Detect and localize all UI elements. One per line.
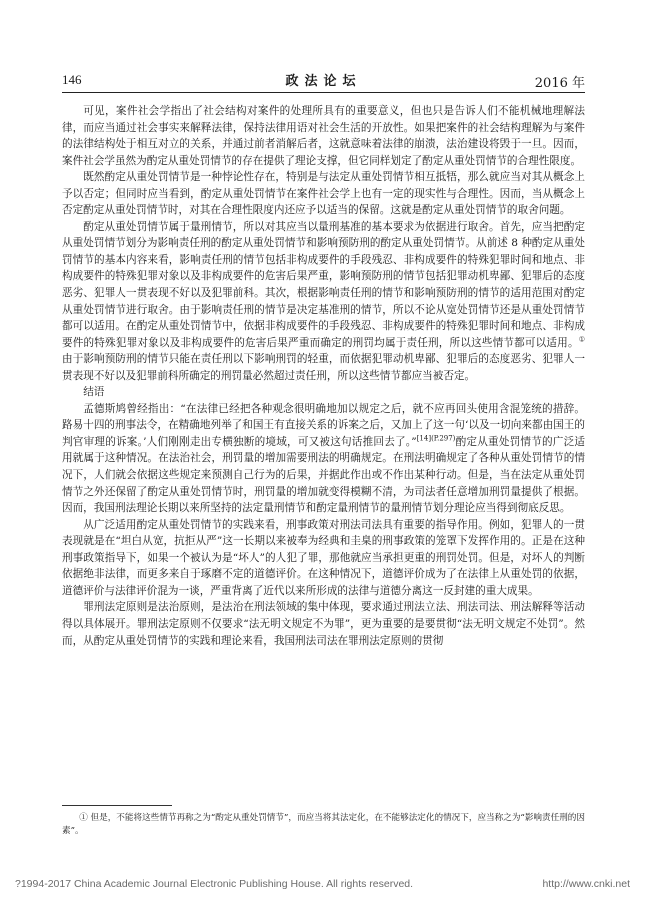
publication-year: 2016 年: [534, 76, 585, 91]
section-heading: 结语: [83, 386, 105, 399]
citation-reference[interactable]: [14](P.297): [416, 434, 456, 443]
header-rule: [62, 92, 585, 93]
cnki-url[interactable]: http://www.cnki.net: [542, 878, 630, 890]
article-body: [62, 103, 585, 649]
paragraph-text: 酌定从重处罚情节属于量刑情节，所以对其应当以量刑基准的基本要求为依据进行取舍。首先，应当把酌定从重处罚情节划分为影响责任刑的酌定从重处罚情节和影响预防刑的酌定从重处罚情节。从前述 8 种酌定从重处罚情节的基本内容来看，影响责任刑的情节包括非构成要件的手段残忍、非构成要件的特殊犯罪时间和地点、非构成要件的特殊犯罪对象以及非构成要件的危害后果严重，影响预防刑的情节包括犯罪动机卑鄙、犯罪后的态度恶劣、犯罪人一贯表现不好以及犯罪前科。其次，根据影响责任刑的情节和影响预防刑的情节的适用范围对酌定从重处罚情节进行取舍。由于影响责任刑的情节是决定基准刑的情节，所以不论从宽处罚情节还是从重处罚情节都可以适用。在酌定从重处罚情节中，依据非构成要件的手段残忍、非构成要件的特殊犯罪时间和地点、非构成要件的特殊犯罪对象以及非构成要件的危害后果严重而确定的刑罚均属于责任刑，所以这些情节都可以适用。: [62, 220, 585, 349]
copyright-footer: [15, 878, 630, 892]
paragraph-text: 酌定从重处罚情节的广泛适用就属于这种情况。在法治社会，刑罚量的增加需要刑法的明确规定。在刑法明确规定了各种从重处罚情节的情况下，人们就会依据这些规定来预测自己行为的后果，并据此作出或不作出某种行动。但是，当在法定从重处罚情节之外还保留了酌定从重处罚情节时，刑罚量的增加就变得模糊不清，为司法者任意增加刑罚量提供了根据。因而，我国刑法理论长期以来所坚持的法定量刑情节和酌定量刑情节的量刑情节划分理论应当得到彻底反思。: [62, 435, 585, 515]
footnote-rule: [62, 805, 172, 806]
copyright-notice: ?1994-2017 China Academic Journal Electronic Publishing House. All rights reserved.: [15, 878, 414, 890]
page-number: 146: [62, 72, 82, 87]
footnote: ① 但是，不能将这些情节再称之为“酌定从重处罚情节”，而应当将其法定化，在不能够法定化的情况下，应当称之为“影响责任刑的因素”。: [62, 813, 585, 836]
journal-title: 政法论坛: [285, 74, 362, 89]
paragraph: 从广泛适用酌定从重处罚情节的实践来看，刑事政策对刑法司法具有重要的指导作用。例如，犯罪人的一贯表现就是在“坦白从宽，抗拒从严”这一长期以来被奉为经典和圭臬的刑事政策的笼罩下发挥作用的。正是在这种刑事政策指导下，如果一个被认为是“坏人”的人犯了罪，那他就应当承担更重的刑罚处罚。但是，对坏人的判断依据绝非法律，而更多来自于琢磨不定的道德评价。在这种情况下，道德评价成为了在法律上从重处罚的依据，道德评价与法律评价混为一谈，严重背离了近代以来所形成的法律与道德分离这一反封建的重大成果。: [62, 518, 585, 597]
running-header: [62, 70, 585, 90]
paragraph: 可见，案件社会学指出了社会结构对案件的处理所具有的重要意义，但也只是告诉人们不能机械地理解法律，而应当通过社会事实来解释法律，保持法律用语对社会生活的开放性。如果把案件的社会结构理解为与案件的法律结构处于相互对立的关系，并通过前者消解后者，这就意味着法律的崩溃，法治建设将毁于一旦。因而，案件社会学虽然为酌定从重处罚情节的存在提供了理论支撑，但它同样划定了酌定从重处罚情节的合理性限度。: [62, 105, 585, 167]
quotation: 孟德斯鸠曾经指出：“在法律已经把各种观念很明确地加以规定之后，就不应再回头使用含混笼统的措辞。路易十四的刑事法令，在精确地列举了和国王有直接关系的诉案之后，又加上了这一句‘以及一切向来都由国王的判官审理的诉案。’人们刚刚走出专横独断的境域，可又被这句话推回去了。”: [62, 402, 585, 448]
paragraph-text: 由于影响预防刑的情节只能在责任刑以下影响刑罚的轻重，而依据犯罪动机卑鄙、犯罪后的态度恶劣、犯罪人一贯表现不好以及犯罪前科所确定的刑罚量必然超过责任刑，所以这些情节都应当被否定。: [62, 353, 585, 382]
footnote-marker[interactable]: ①: [578, 335, 585, 344]
paragraph: [62, 219, 585, 384]
paragraph: 罪刑法定原则是法治原则，是法治在刑法领域的集中体现，要求通过刑法立法、刑法司法、刑法解释等活动得以具体展开。罪刑法定原则不仅要求“法无明文规定不为罪”，更为重要的是要贯彻“法无明文规定不处罚”。然而，从酌定从重处罚情节的实践和理论来看，我国刑法司法在罪刑法定原则的贯彻: [62, 601, 585, 647]
paragraph: [62, 401, 585, 517]
paragraph: 既然酌定从重处罚情节是一种悖论性存在，特别是与法定从重处罚情节相互抵牾，那么就应当对其从概念上予以否定；但同时应当看到，酌定从重处罚情节在案件社会学上也有一定的现实性与合理性。因而，当从概念上否定酌定从重处罚情节时，对其在合理性限度内还应予以适当的保留。这就是酌定从重处罚情节的取舍问题。: [62, 171, 585, 217]
